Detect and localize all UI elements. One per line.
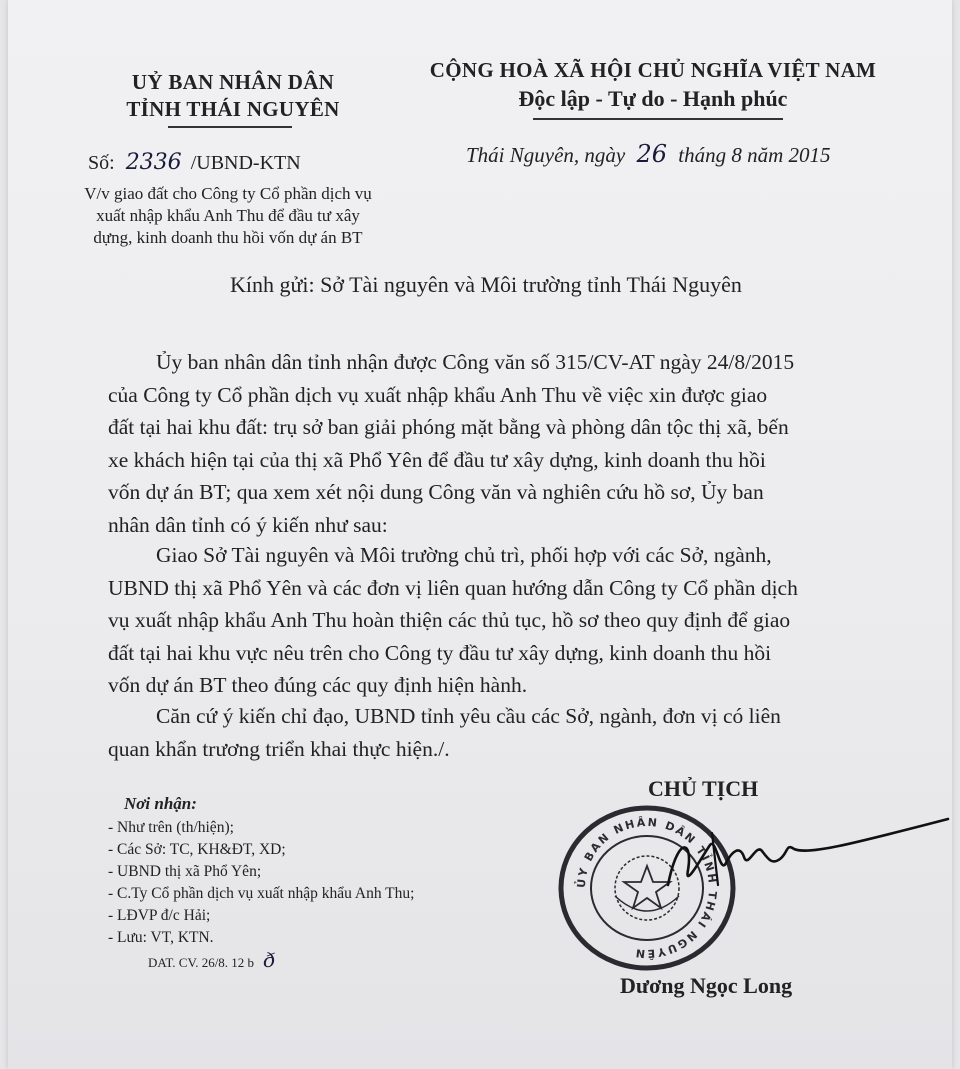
doc-number-handwritten: 2336 bbox=[125, 150, 182, 175]
recipient-item: - Lưu: VT, KTN. bbox=[108, 929, 214, 946]
paragraph-line: vốn dự án BT; qua xem xét nội dung Công văn và nghiên cứu hồ sơ, Ủy ban bbox=[108, 480, 764, 504]
paragraph-line: vụ xuất nhập khẩu Anh Thu hoàn thiện các thủ tục, hồ sơ theo quy định để giao bbox=[108, 608, 791, 632]
recipient-item: - UBND thị xã Phổ Yên; bbox=[108, 863, 262, 880]
recipient-item: - LĐVP đ/c Hải; bbox=[108, 907, 211, 924]
signer-name: Dương Ngọc Long bbox=[620, 973, 793, 998]
paragraph-2 bbox=[108, 539, 898, 702]
recipients-note bbox=[108, 949, 414, 974]
subject bbox=[48, 183, 408, 249]
doc-number-label: Số: bbox=[88, 152, 115, 174]
subject-line: xuất nhập khẩu Anh Thu để đầu tư xây bbox=[96, 206, 360, 225]
subject-line: dựng, kinh doanh thu hồi vốn dự án BT bbox=[93, 228, 363, 247]
addressee: Kính gửi: Sở Tài nguyên và Môi trường tỉnh Thái Nguyên bbox=[230, 272, 742, 297]
doc-number bbox=[88, 150, 301, 175]
recipients-title: Nơi nhận: bbox=[124, 794, 197, 813]
recipients-note-text: DAT. CV. 26/8. 12 b bbox=[148, 955, 255, 970]
recipient-item: - Các Sở: TC, KH&ĐT, XD; bbox=[108, 841, 286, 858]
doc-number-suffix: /UBND-KTN bbox=[190, 152, 301, 174]
date-suffix: tháng 8 năm 2015 bbox=[678, 143, 831, 167]
paragraph-line: quan khẩn trương triển khai thực hiện./. bbox=[108, 736, 450, 761]
paragraph-line: Căn cứ ý kiến chỉ đạo, UBND tỉnh yêu cầu các Sở, ngành, đơn vị có liên bbox=[156, 704, 781, 728]
date-day-handwritten: 26 bbox=[636, 140, 668, 168]
handwritten-signature bbox=[648, 815, 958, 905]
document-page bbox=[8, 0, 952, 1069]
paragraph-line: UBND thị xã Phổ Yên và các đơn vị liên quan hướng dẫn Công ty Cổ phần dịch bbox=[108, 575, 798, 600]
paragraph-line: của Công ty Cổ phần dịch vụ xuất nhập khẩu Anh Thu về việc xin được giao bbox=[108, 382, 768, 407]
recipient-item: - C.Ty Cổ phần dịch vụ xuất nhập khẩu Anh Thu; bbox=[108, 885, 415, 902]
issuer-line1: UỶ BAN NHÂN DÂN bbox=[131, 70, 335, 94]
paragraph-1 bbox=[108, 346, 898, 541]
issuer-line2: TỈNH THÁI NGUYÊN bbox=[126, 97, 340, 121]
paragraph-line: đất tại hai khu đất: trụ sở ban giải phóng mặt bằng và phòng dân tộc thị xã, bến bbox=[108, 415, 789, 439]
motto-underline bbox=[533, 118, 783, 120]
date-prefix: Thái Nguyên, ngày bbox=[466, 143, 626, 167]
recipients bbox=[108, 793, 414, 974]
signer-title: CHỦ TỊCH bbox=[648, 776, 759, 801]
paragraph-line: xe khách hiện tại của thị xã Phổ Yên để đầu tư xây dựng, kinh doanh thu hồi bbox=[108, 447, 766, 472]
nation-title: CỘNG HOÀ XÃ HỘI CHỦ NGHĨA VIỆT NAM bbox=[429, 58, 877, 82]
paragraph-3 bbox=[108, 700, 898, 765]
paragraph-line: Giao Sở Tài nguyên và Môi trường chủ trì, phối hợp với các Sở, ngành, bbox=[156, 543, 772, 567]
date-line bbox=[466, 140, 831, 168]
paragraph-line: Ủy ban nhân dân tỉnh nhận được Công văn số 315/CV-AT ngày 24/8/2015 bbox=[156, 350, 795, 374]
subject-line: V/v giao đất cho Công ty Cổ phần dịch vụ bbox=[84, 184, 372, 203]
recipient-item: - Như trên (th/hiện); bbox=[108, 819, 234, 836]
issuer-underline bbox=[168, 126, 292, 128]
paragraph-line: nhân dân tỉnh có ý kiến như sau: bbox=[108, 512, 388, 537]
seal-text: ỦY BAN NHÂN DÂN TỈNH THÁI NGUYÊN bbox=[574, 815, 720, 961]
initial-mark: ð bbox=[263, 948, 276, 972]
motto: Độc lập - Tự do - Hạnh phúc bbox=[518, 86, 788, 111]
paragraph-line: vốn dự án BT theo đúng các quy định hiện hành. bbox=[108, 673, 528, 697]
paragraph-line: đất tại hai khu vực nêu trên cho Công ty đầu tư xây dựng, kinh doanh thu hồi bbox=[108, 640, 772, 665]
